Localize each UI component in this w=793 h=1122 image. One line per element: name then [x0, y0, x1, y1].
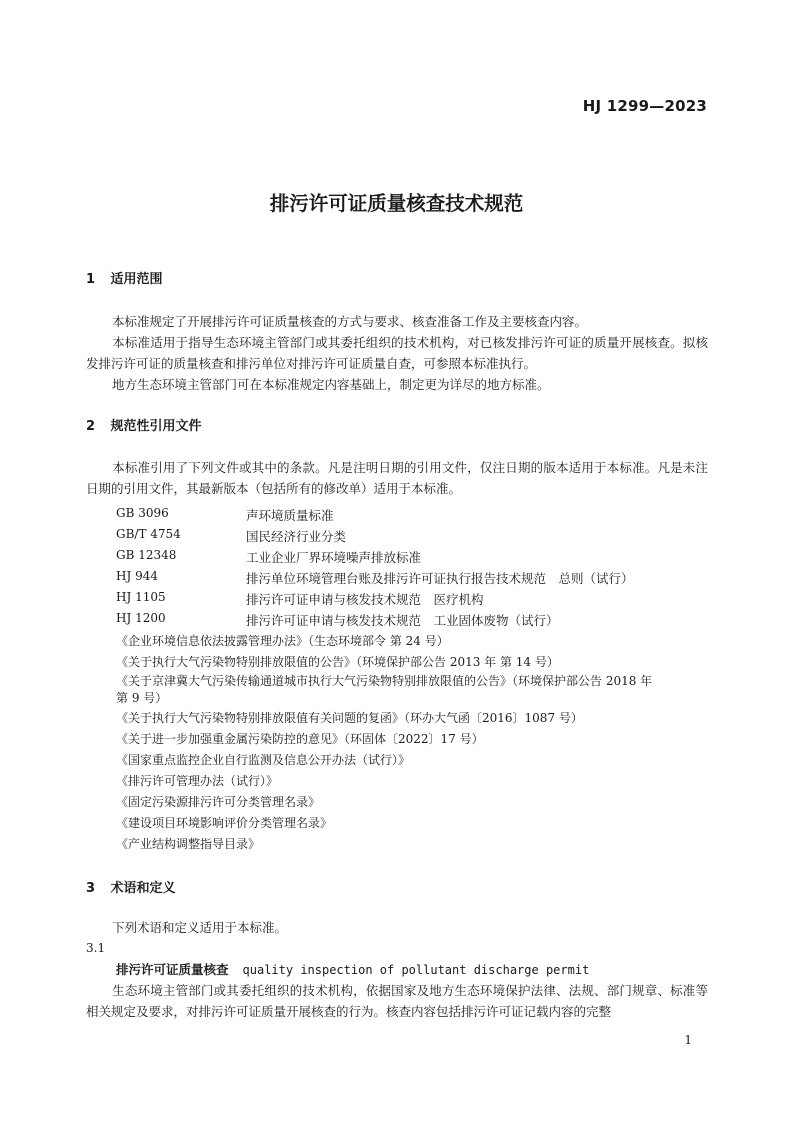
document-reference: 《关于京津冀大气污染传输通道城市执行大气污染物特别排放限值的公告》（环境保护部公告 2018 年 [116, 674, 653, 688]
reference-title: 排污许可证申请与核发技术规范 工业固体废物（试行） [246, 613, 559, 628]
document-reference: 《关于进一步加强重金属污染防控的意见》（环固体〔2022〕17 号） [116, 732, 484, 746]
term-definition: 生态环境主管部门或其委托组织的技术机构，依据国家及地方生态环境保护法律、法规、部门规章、标准等相关规定及要求，对排污许可证质量开展核查的行为。核查内容包括排污许可证记载内容的完整 [86, 983, 708, 1019]
term-heading [116, 959, 589, 978]
paragraph: 下列术语和定义适用于本标准。 [112, 920, 288, 935]
document-reference: 第 9 号） [116, 691, 168, 705]
section-2-heading [86, 415, 202, 434]
reference-code: HJ 944 [116, 569, 158, 583]
paragraph: 本标准适用于指导生态环境主管部门或其委托组织的技术机构，对已核发排污许可证的质量开展核查。拟核发排污许可证的质量核查和排污单位对排污许可证质量自查，可参照本标准执行。 [86, 335, 708, 371]
document-reference: 《关于执行大气污染物特别排放限值有关问题的复函》（环办大气函〔2016〕1087 号） [116, 711, 583, 725]
paragraph: 本标准引用了下列文件或其中的条款。凡是注明日期的引用文件，仅注日期的版本适用于本标准。凡是未注日期的引用文件，其最新版本（包括所有的修改单）适用于本标准。 [86, 460, 708, 496]
section-title: 术语和定义 [110, 881, 176, 896]
section-1-heading [86, 268, 163, 287]
reference-code: GB/T 4754 [116, 527, 181, 541]
section-number: 3 [86, 881, 96, 896]
document-reference: 《建设项目环境影响评价分类管理名录》 [116, 816, 333, 830]
paragraph: 本标准规定了开展排污许可证质量核查的方式与要求、核查准备工作及主要核查内容。 [112, 314, 588, 329]
reference-code: HJ 1200 [116, 611, 166, 625]
reference-title: 排污单位环境管理台账及排污许可证执行报告技术规范 总则（试行） [246, 571, 634, 586]
term-chinese: 排污许可证质量核查 [116, 962, 229, 977]
document-reference: 《排污许可管理办法（试行）》 [116, 774, 279, 788]
document-reference: 《关于执行大气污染物特别排放限值的公告》（环境保护部公告 2013 年 第 14 号） [116, 655, 559, 669]
reference-code: GB 12348 [116, 548, 177, 562]
section-number: 2 [86, 419, 96, 434]
reference-code: GB 3096 [116, 506, 169, 520]
document-reference: 《产业结构调整指导目录》 [116, 837, 261, 851]
term-number: 3.1 [86, 941, 106, 955]
term-english: quality inspection of pollutant discharge permit [242, 963, 590, 977]
section-title: 适用范围 [110, 272, 163, 287]
paragraph: 地方生态环境主管部门可在本标准规定内容基础上，制定更为详尽的地方标准。 [112, 377, 550, 392]
document-reference: 《企业环境信息依法披露管理办法》（生态环境部令 第 24 号） [116, 634, 449, 648]
document-title: 排污许可证质量核查技术规范 [269, 192, 524, 215]
page-number: 1 [684, 1033, 692, 1047]
reference-code: HJ 1105 [116, 590, 166, 604]
document-reference: 《固定污染源排污许可分类管理名录》 [116, 795, 321, 809]
section-number: 1 [86, 272, 96, 287]
reference-title: 声环境质量标准 [246, 508, 334, 523]
reference-title: 工业企业厂界环境噪声排放标准 [246, 550, 422, 565]
reference-title: 国民经济行业分类 [246, 529, 347, 544]
standard-code: HJ 1299—2023 [582, 97, 707, 115]
document-reference: 《国家重点监控企业自行监测及信息公开办法（试行）》 [116, 753, 411, 767]
reference-title: 排污许可证申请与核发技术规范 医疗机构 [246, 592, 484, 607]
section-title: 规范性引用文件 [110, 419, 202, 434]
section-3-heading [86, 877, 176, 896]
